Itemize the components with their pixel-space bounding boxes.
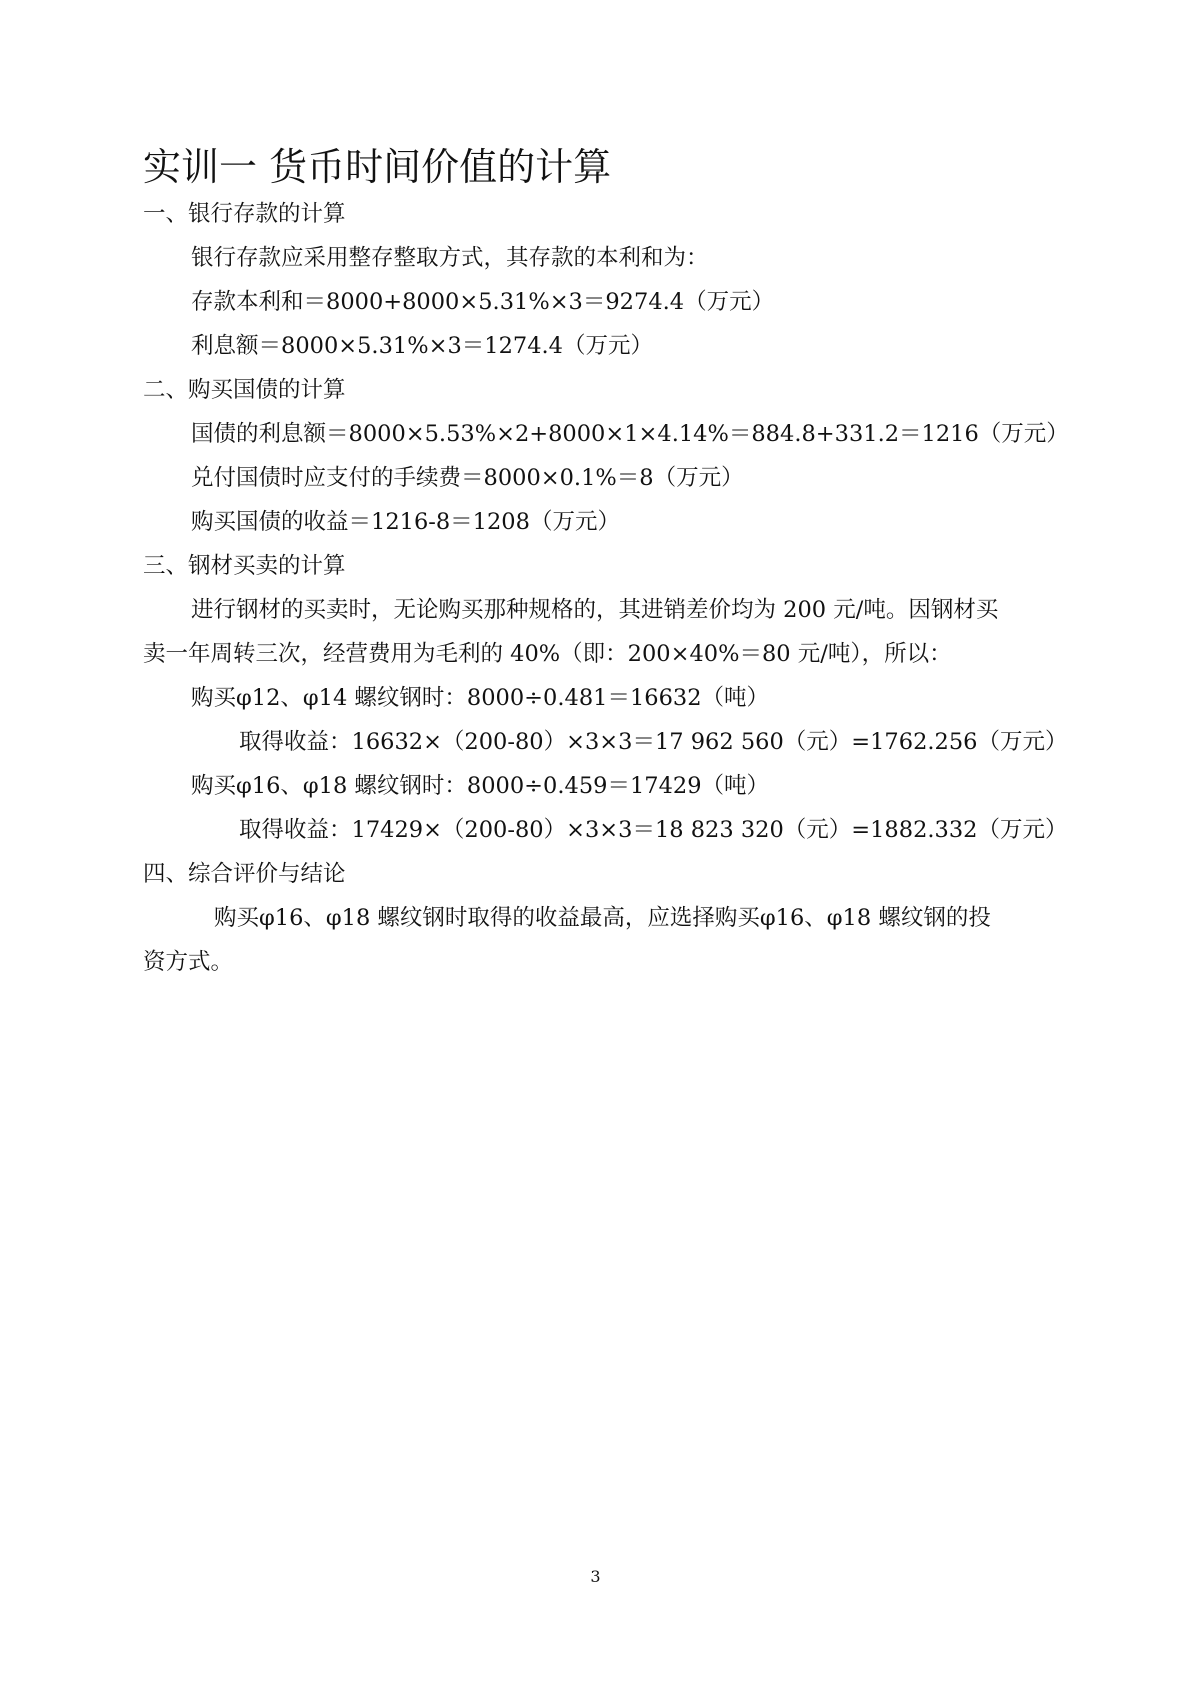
section-3-line-1: 进行钢材的买卖时，无论购买那种规格的，其进销差价均为 200 元/吨。因钢材买: [191, 597, 999, 623]
section-1-line-3: 利息额＝8000×5.31%×3＝1274.4（万元）: [191, 333, 653, 359]
page-number: 3: [590, 1567, 601, 1586]
section-heading-2: 二、购买国债的计算: [143, 377, 346, 403]
section-2-line-1: 国债的利息额＝8000×5.53%×2+8000×1×4.14%＝884.8+331.2＝1216（万元）: [191, 421, 1069, 447]
section-1-line-2: 存款本利和＝8000+8000×5.31%×3＝9274.4（万元）: [191, 289, 775, 315]
section-2-line-3: 购买国债的收益＝1216-8＝1208（万元）: [191, 509, 620, 535]
document-title: 实训一 货币时间价值的计算: [143, 145, 612, 189]
section-3-line-5: 购买φ16、φ18 螺纹钢时：8000÷0.459＝17429（吨）: [191, 773, 770, 799]
section-heading-4: 四、综合评价与结论: [143, 861, 346, 887]
section-4-line-2: 资方式。: [143, 949, 234, 975]
section-3-line-3: 购买φ12、φ14 螺纹钢时：8000÷0.481＝16632（吨）: [191, 685, 770, 711]
section-3-line-6: 取得收益：17429×（200-80）×3×3＝18 823 320（元）=1882.332（万元）: [239, 817, 1068, 843]
section-3-line-4: 取得收益：16632×（200-80）×3×3＝17 962 560（元）=1762.256（万元）: [239, 729, 1068, 755]
section-3-line-2: 卖一年周转三次，经营费用为毛利的 40%（即：200×40%＝80 元/吨），所以：: [143, 641, 952, 667]
section-4-line-1: 购买φ16、φ18 螺纹钢时取得的收益最高，应选择购买φ16、φ18 螺纹钢的投: [214, 905, 991, 931]
section-heading-1: 一、银行存款的计算: [143, 201, 346, 227]
section-1-line-1: 银行存款应采用整存整取方式，其存款的本利和为：: [191, 245, 709, 271]
section-heading-3: 三、钢材买卖的计算: [143, 553, 346, 579]
section-2-line-2: 兑付国债时应支付的手续费＝8000×0.1%＝8（万元）: [191, 465, 744, 491]
